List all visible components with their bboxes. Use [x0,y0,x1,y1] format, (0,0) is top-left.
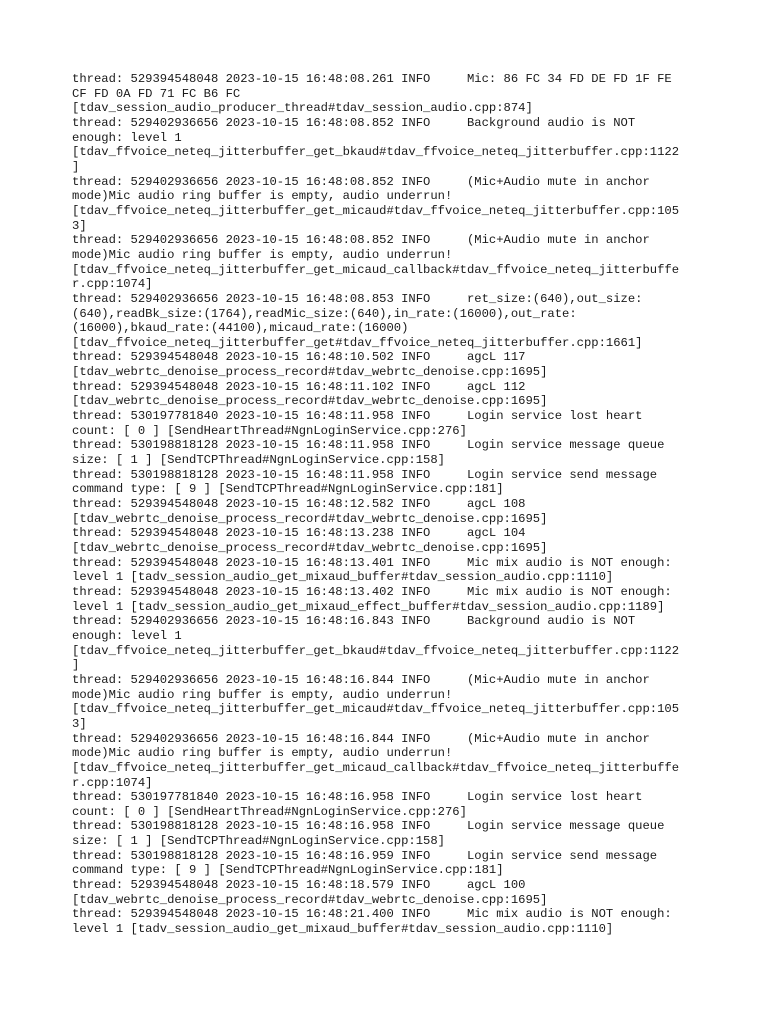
log-document [72,72,702,937]
log-line: r.cpp:1074] [72,277,153,292]
log-line: thread: 530197781840 2023-10-15 16:48:16.958 INFO Login service lost heart [72,790,643,805]
log-line: thread: 529394548048 2023-10-15 16:48:11.102 INFO agcL 112 [72,379,526,394]
log-line: thread: 530198818128 2023-10-15 16:48:11.958 INFO Login service message queue [72,438,665,453]
log-line: [tdav_ffvoice_neteq_jitterbuffer_get_micaud_callback#tdav_ffvoice_neteq_jitterbuffe [72,760,680,775]
log-line: size: [ 1 ] [SendTCPThread#NgnLoginService.cpp:158] [72,834,445,849]
log-line: thread: 529402936656 2023-10-15 16:48:08.852 INFO (Mic+Audio mute in anchor [72,174,650,189]
log-line: r.cpp:1074] [72,775,153,790]
log-line: mode)Mic audio ring buffer is empty, audio underrun! [72,189,453,204]
log-line: thread: 529394548048 2023-10-15 16:48:21.400 INFO Mic mix audio is NOT enough: [72,907,672,922]
log-line: command type: [ 9 ] [SendTCPThread#NgnLoginService.cpp:181] [72,482,504,497]
log-line: thread: 529394548048 2023-10-15 16:48:13.401 INFO Mic mix audio is NOT enough: [72,555,672,570]
log-line: thread: 530198818128 2023-10-15 16:48:16.959 INFO Login service send message [72,848,658,863]
log-line: thread: 529394548048 2023-10-15 16:48:13.238 INFO agcL 104 [72,526,526,541]
log-line: level 1 [tadv_session_audio_get_mixaud_buffer#tdav_session_audio.cpp:1110] [72,922,614,937]
log-line: thread: 529394548048 2023-10-15 16:48:12.582 INFO agcL 108 [72,497,526,512]
log-line: thread: 529394548048 2023-10-15 16:48:10.502 INFO agcL 117 [72,350,526,365]
log-line: thread: 529394548048 2023-10-15 16:48:18.579 INFO agcL 100 [72,878,526,893]
log-line: CF FD 0A FD 71 FC B6 FC [72,86,241,101]
log-line: thread: 529394548048 2023-10-15 16:48:13.402 INFO Mic mix audio is NOT enough: [72,584,672,599]
log-line: thread: 529402936656 2023-10-15 16:48:16.843 INFO Background audio is NOT [72,614,636,629]
log-line: [tdav_webrtc_denoise_process_record#tdav_webrtc_denoise.cpp:1695] [72,394,548,409]
log-line: 3] [72,218,87,233]
log-line: thread: 529394548048 2023-10-15 16:48:08.261 INFO Mic: 86 FC 34 FD DE FD 1F FE [72,72,672,86]
log-line: (640),readBk_size:(1764),readMic_size:(640),in_rate:(16000),out_rate: [72,306,577,321]
log-line: count: [ 0 ] [SendHeartThread#NgnLoginService.cpp:276] [72,423,467,438]
log-line: size: [ 1 ] [SendTCPThread#NgnLoginService.cpp:158] [72,453,445,468]
log-line: level 1 [tadv_session_audio_get_mixaud_effect_buffer#tdav_session_audio.cpp:1189] [72,599,665,614]
log-line: ] [72,658,80,673]
log-line: enough: level 1 [72,628,182,643]
log-line: enough: level 1 [72,130,182,145]
log-line: 3] [72,716,87,731]
log-line: [tdav_ffvoice_neteq_jitterbuffer_get_bkaud#tdav_ffvoice_neteq_jitterbuffer.cpp:1122 [72,643,680,658]
log-line: mode)Mic audio ring buffer is empty, audio underrun! [72,746,453,761]
log-line: thread: 529402936656 2023-10-15 16:48:16.844 INFO (Mic+Audio mute in anchor [72,731,650,746]
log-line: [tdav_session_audio_producer_thread#tdav_session_audio.cpp:874] [72,101,533,116]
log-line: [tdav_webrtc_denoise_process_record#tdav_webrtc_denoise.cpp:1695] [72,365,548,380]
log-line: thread: 530198818128 2023-10-15 16:48:11.958 INFO Login service send message [72,467,658,482]
log-line: [tdav_ffvoice_neteq_jitterbuffer_get_micaud#tdav_ffvoice_neteq_jitterbuffer.cpp:105 [72,702,680,717]
log-line: ] [72,159,80,174]
log-line: [tdav_ffvoice_neteq_jitterbuffer_get_bkaud#tdav_ffvoice_neteq_jitterbuffer.cpp:1122 [72,145,680,160]
log-line: [tdav_ffvoice_neteq_jitterbuffer_get#tdav_ffvoice_neteq_jitterbuffer.cpp:1661] [72,335,643,350]
log-line: thread: 529402936656 2023-10-15 16:48:16.844 INFO (Mic+Audio mute in anchor [72,672,650,687]
log-line: thread: 529402936656 2023-10-15 16:48:08.852 INFO (Mic+Audio mute in anchor [72,233,650,248]
log-line: mode)Mic audio ring buffer is empty, audio underrun! [72,247,453,262]
log-line: thread: 530197781840 2023-10-15 16:48:11.958 INFO Login service lost heart [72,409,643,424]
log-line: [tdav_webrtc_denoise_process_record#tdav_webrtc_denoise.cpp:1695] [72,541,548,555]
log-line: thread: 529402936656 2023-10-15 16:48:08.852 INFO Background audio is NOT [72,115,636,130]
log-line: [tdav_webrtc_denoise_process_record#tdav_webrtc_denoise.cpp:1695] [72,511,548,526]
log-line: [tdav_webrtc_denoise_process_record#tdav_webrtc_denoise.cpp:1695] [72,892,548,907]
log-line: level 1 [tadv_session_audio_get_mixaud_buffer#tdav_session_audio.cpp:1110] [72,570,614,585]
log-line: count: [ 0 ] [SendHeartThread#NgnLoginService.cpp:276] [72,804,467,819]
log-line: [tdav_ffvoice_neteq_jitterbuffer_get_micaud_callback#tdav_ffvoice_neteq_jitterbuffe [72,262,680,277]
log-line: command type: [ 9 ] [SendTCPThread#NgnLoginService.cpp:181] [72,863,504,878]
log-line: [tdav_ffvoice_neteq_jitterbuffer_get_micaud#tdav_ffvoice_neteq_jitterbuffer.cpp:105 [72,203,680,218]
log-line: (16000),bkaud_rate:(44100),micaud_rate:(16000) [72,321,409,336]
log-line: mode)Mic audio ring buffer is empty, audio underrun! [72,687,453,702]
log-line: thread: 530198818128 2023-10-15 16:48:16.958 INFO Login service message queue [72,819,665,834]
log-line: thread: 529402936656 2023-10-15 16:48:08.853 INFO ret_size:(640),out_size: [72,291,643,306]
